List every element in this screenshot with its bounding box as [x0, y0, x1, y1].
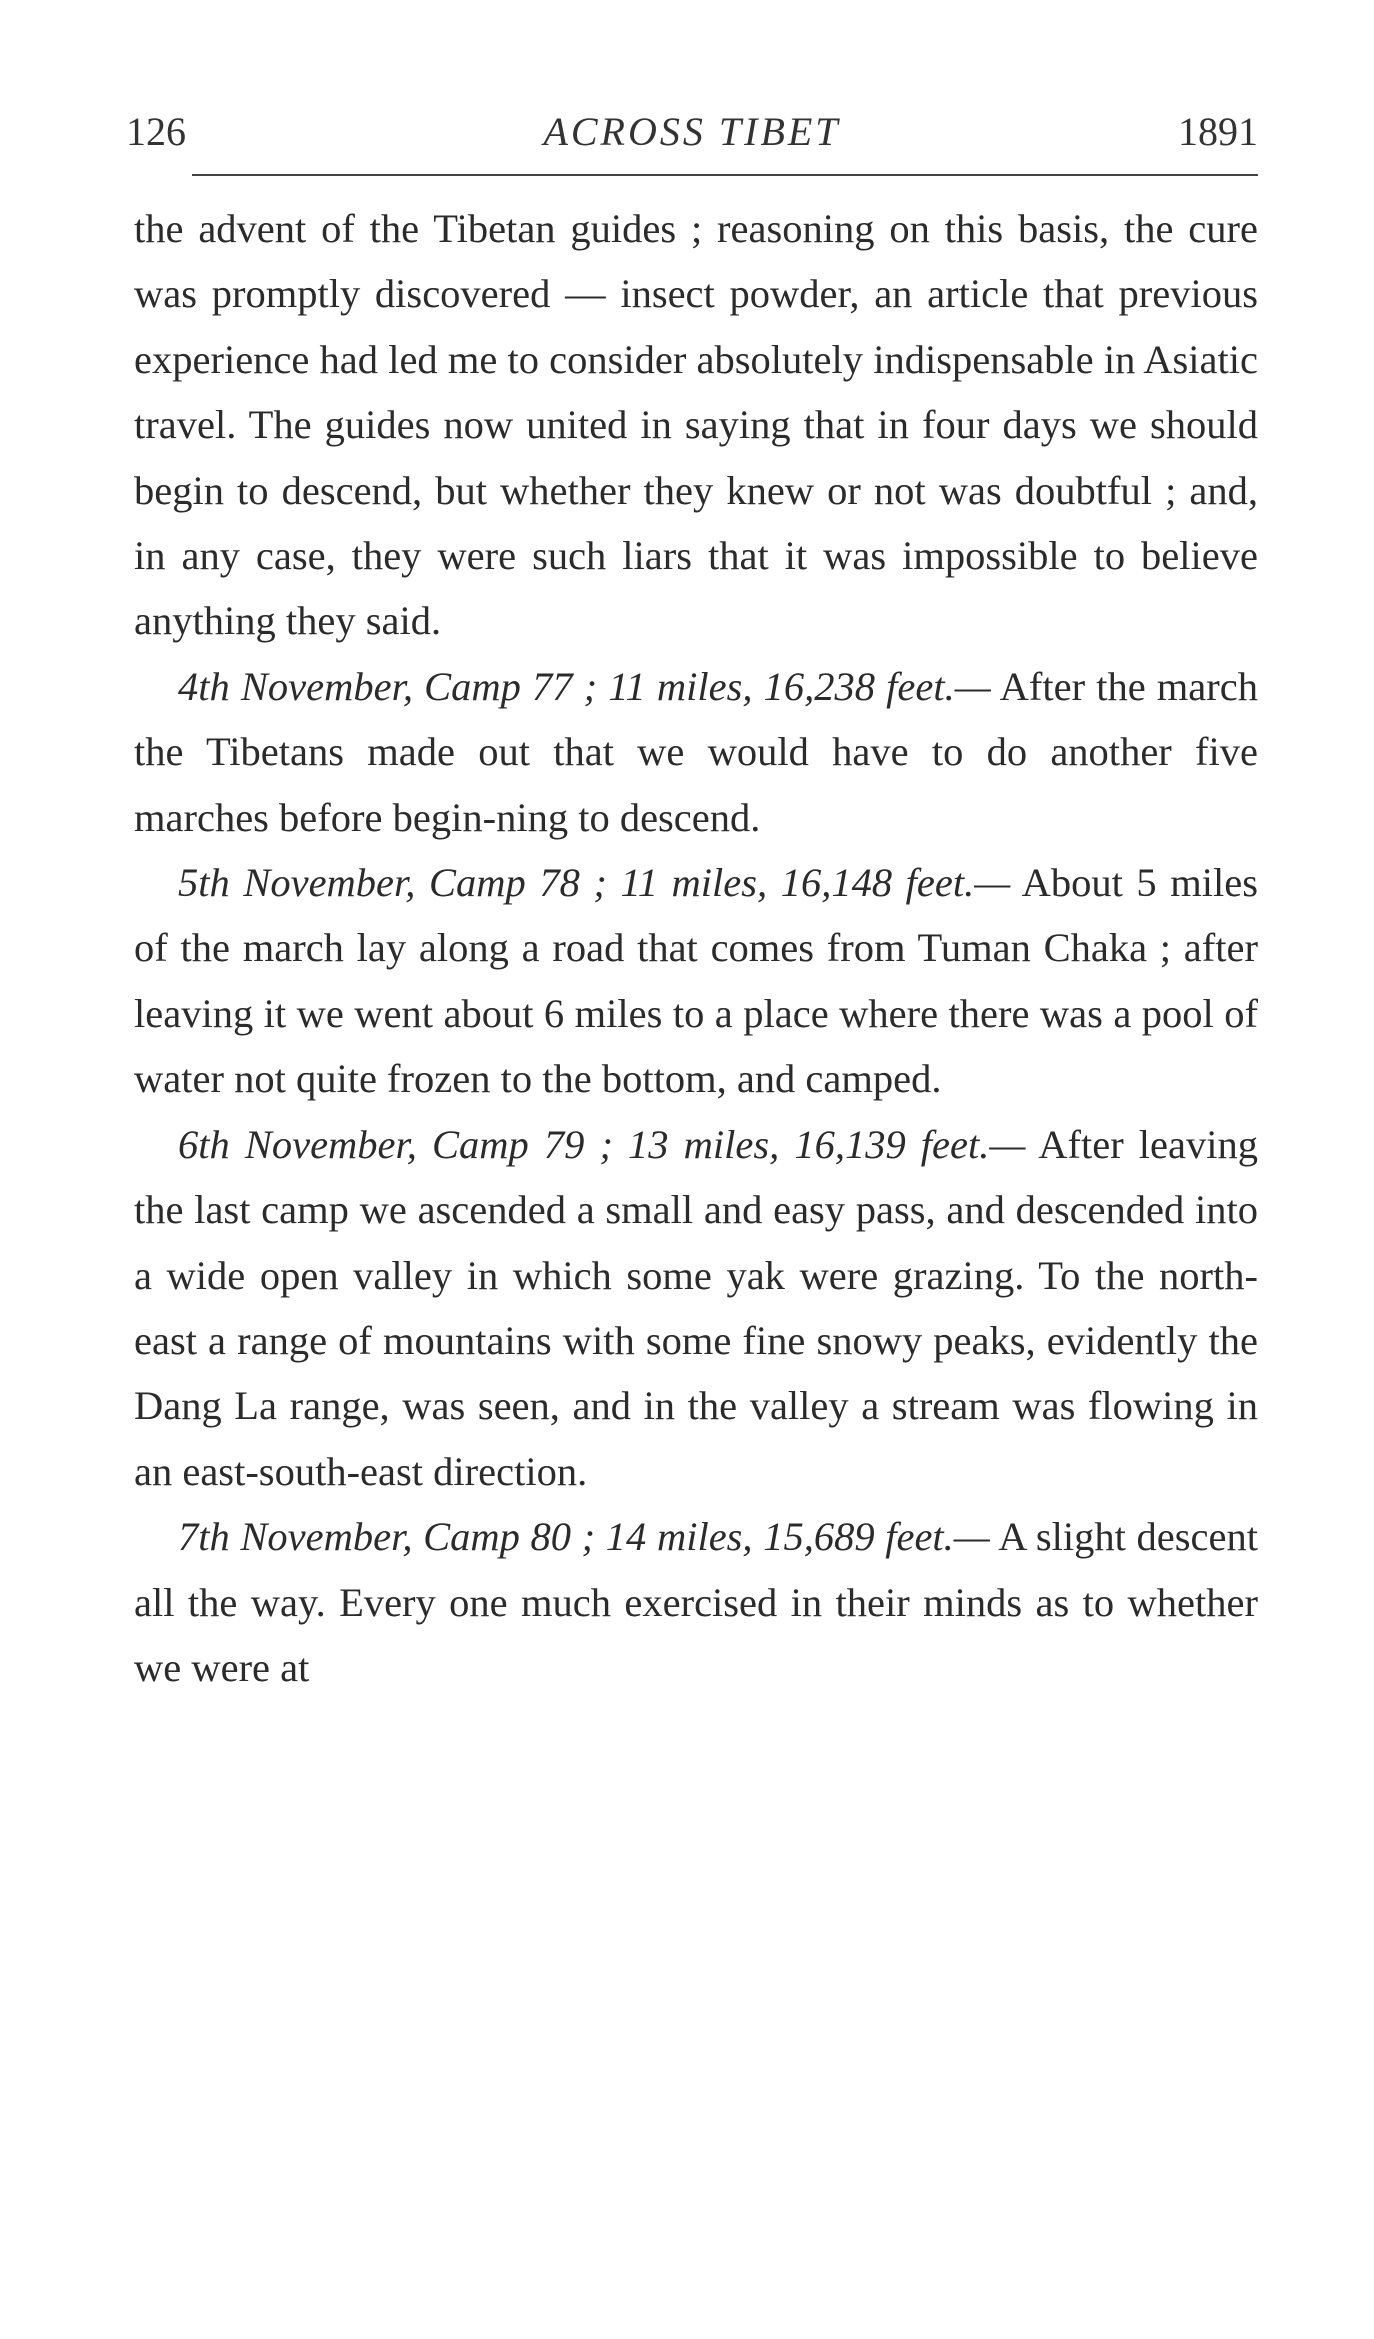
entry-heading: 4th November, Camp 77 ; 11 miles, 16,238 feet.—: [178, 663, 991, 709]
entry-text: A slight descent all the way. Every one much exercised in their minds as to whether we were at: [134, 1514, 1258, 1690]
header-rule: [192, 174, 1258, 176]
entry-text: After leaving the last camp we ascended a small and easy pass, and descended into a wide open valley in which some yak were grazing. To the north-east a range of mountains with some fine snowy peaks, evidently the Dang La range, was seen, and in the valley a stream was flowing in an east-south-east direction.: [134, 1121, 1259, 1494]
body-text: [134, 196, 1258, 1700]
page-number: 126: [126, 109, 186, 154]
entry-text: About 5 miles of the march lay along a road that comes from Tuman Chaka ; after leaving it we went about 6 miles to a place where there was a pool of water not quite frozen to the bottom, and camped.: [134, 860, 1258, 1102]
diary-entry: [134, 850, 1258, 1112]
running-title: ACROSS TIBET: [543, 109, 841, 154]
entry-text: After the march the Tibetans made out that we would have to do another five marches before begin-ning to descend.: [134, 663, 1258, 840]
diary-entry: [134, 1112, 1258, 1504]
header-year: 1891: [1178, 109, 1258, 154]
page-header: [126, 108, 1258, 168]
entry-heading: 7th November, Camp 80 ; 14 miles, 15,689 feet.—: [178, 1514, 990, 1560]
entry-heading: 6th November, Camp 79 ; 13 miles, 16,139 feet.—: [178, 1121, 1026, 1167]
paragraph: [134, 196, 1258, 654]
paragraph-text: the advent of the Tibetan guides ; reasoning on this basis, the cure was promptly discovered — insect powder, an article that previous experience had led me to consider absolutely indispensable in Asiatic travel. The guides now united in saying that in four days we should begin to descend, but whether they knew or not was doubtful ; and, in any case, they were such liars that it was impossible to believe anything they said.: [134, 206, 1258, 644]
diary-entry: [134, 1504, 1258, 1700]
diary-entry: [134, 654, 1258, 850]
entry-heading: 5th November, Camp 78 ; 11 miles, 16,148 feet.—: [178, 860, 1011, 906]
